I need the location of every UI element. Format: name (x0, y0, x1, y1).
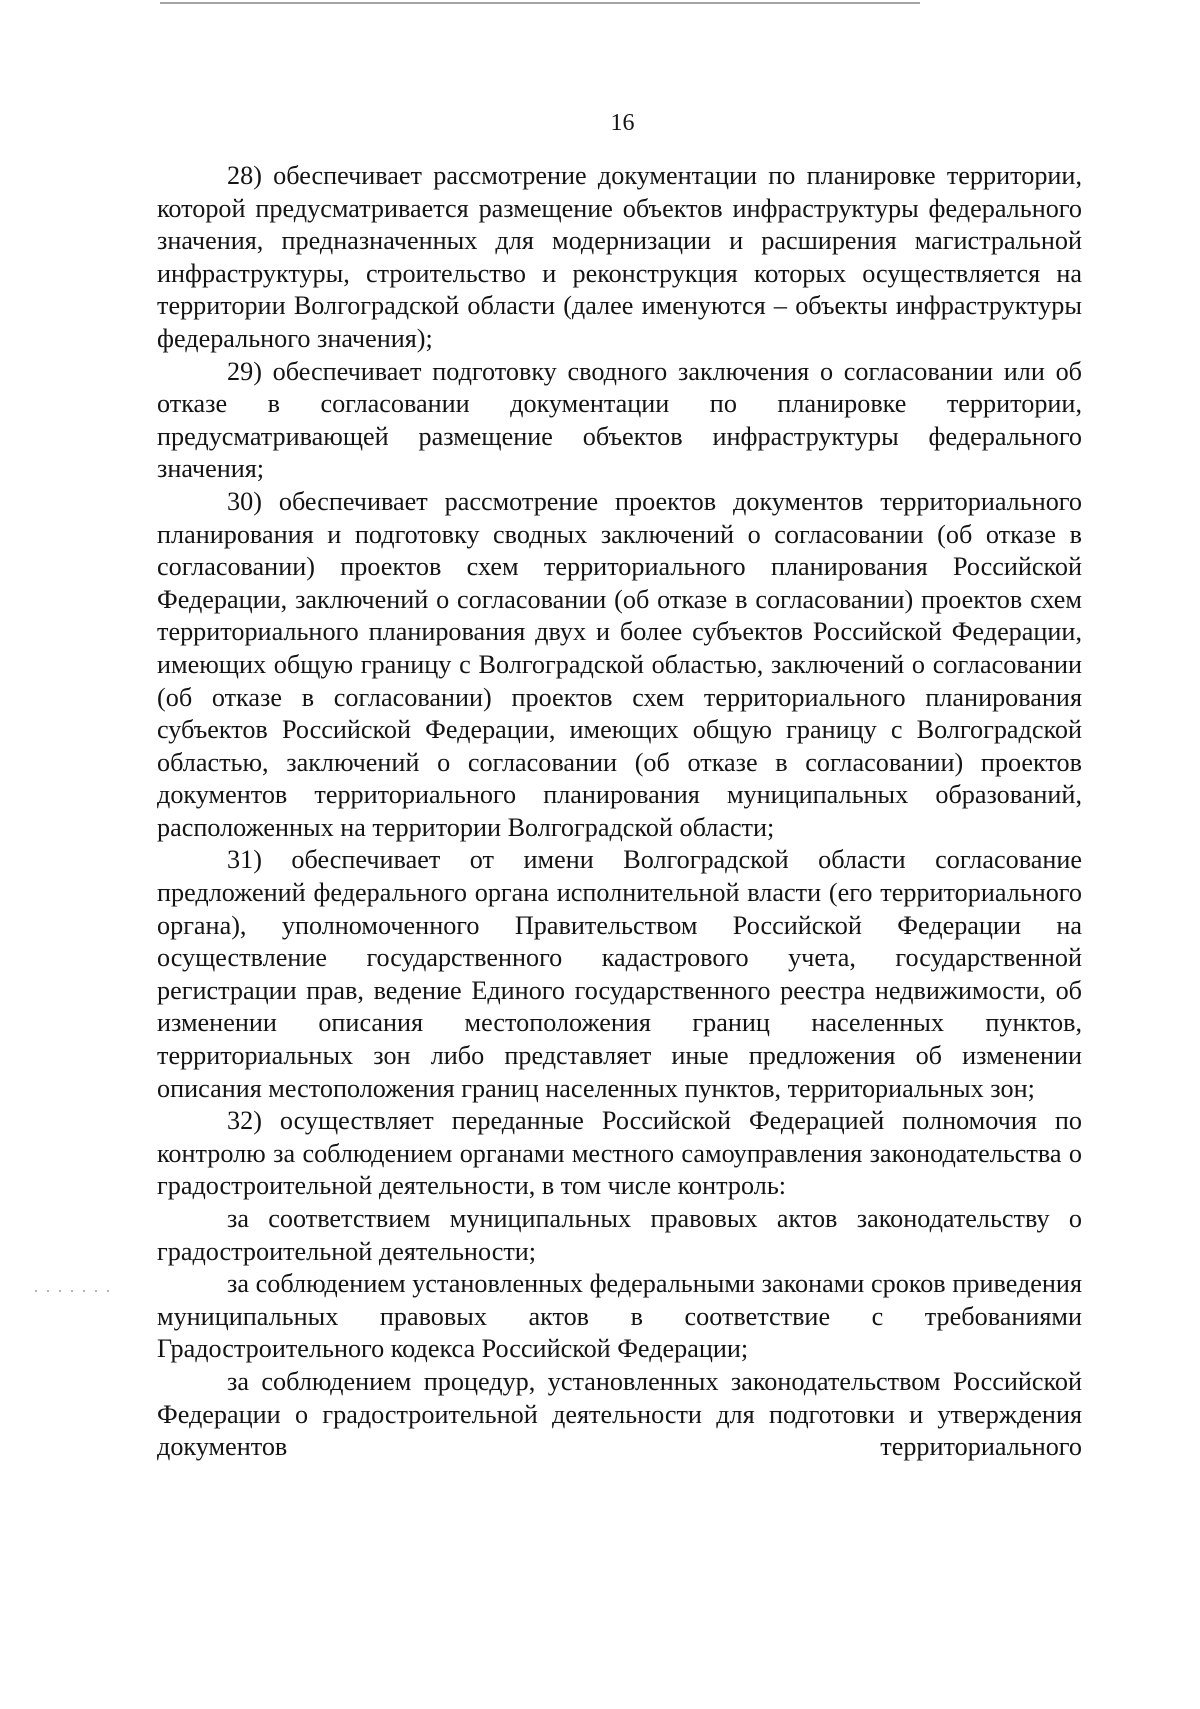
paragraph-29: 29) обеспечивает подготовку сводного заключения о согласовании или об отказе в согласовании документации по планировке территории, предусматривающей размещение объектов инфраструктуры федерального значения; (157, 356, 1082, 484)
page-number: 16 (610, 110, 635, 136)
paragraph-30: 30) обеспечивает рассмотрение проектов документов территориального планирования и подготовку сводных заключений о согласовании (об отказе в согласовании) проектов схем территориального планирования Российской Федерации, заключений о согласовании (об отказе в согласовании) проектов схем территориального планирования двух и более субъектов Российской Федерации, имеющих общую границу с Волгоградской областью, заключений о согласовании (об отказе в согласовании) проектов схем территориального планирования субъектов Российской Федерации, имеющих общую границу с Волгоградской областью, заключений о согласовании (об отказе в согласовании) проектов документов территориального планирования муниципальных образований, расположенных на территории Волгоградской области; (157, 486, 1082, 842)
paragraph-31: 31) обеспечивает от имени Волгоградской области согласование предложений федерального органа исполнительной власти (его территориального органа), уполномоченного Правительством Российской Федерации на осуществление государственного кадастрового учета, государственной регистрации прав, ведение Единого государственного реестра недвижимости, об изменении описания местоположения границ населенных пунктов, территориальных зон либо представляет иные предложения об изменении описания местоположения границ населенных пунктов, территориальных зон; (157, 845, 1082, 1103)
scan-artifact-dots (30, 1290, 110, 1292)
paragraph-32: 32) осуществляет переданные Российской Федерацией полномочия по контролю за соблюдением органами местного самоуправления законодательства о градостроительной деятельности, в том числе контроль: (157, 1106, 1082, 1201)
paragraph-28: 28) обеспечивает рассмотрение документации по планировке территории, которой предусматривается размещение объектов инфраструктуры федерального значения, предназначенных для модернизации и расширения магистральной инфраструктуры, строительство и реконструкция которых осуществляется на территории Волгоградской области (далее именуются – объекты инфраструктуры федерального значения); (157, 161, 1082, 353)
scan-edge-line (160, 2, 920, 4)
paragraph-32-item-3: за соблюдением процедур, установленных законодательством Российской Федерации о градостроительной деятельности для подготовки и утверждения документов территориального (157, 1366, 1082, 1462)
paragraph-32-item-2: за соблюдением установленных федеральными законами сроков приведения муниципальных правовых актов в соответствие с требованиями Градостроительного кодекса Российской Федерации; (157, 1269, 1082, 1364)
paragraph-32-item-1: за соответствием муниципальных правовых актов законодательству о градостроительной деятельности; (157, 1204, 1082, 1266)
document-body (157, 160, 1082, 1464)
